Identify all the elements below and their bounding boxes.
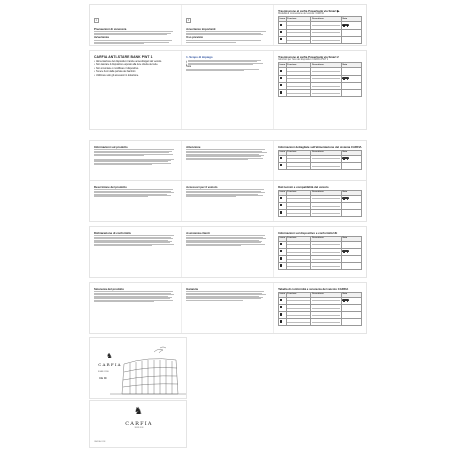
section-heading-2: Uso previsto xyxy=(186,35,204,40)
manual-sheet-6 xyxy=(89,282,367,334)
transmission-heading: Trasmissione al carfia Powerbank via Smart ▶ xyxy=(278,8,340,13)
light-icon xyxy=(280,38,282,40)
brand-logo-deer: ♞ xyxy=(106,352,114,360)
usb-icon xyxy=(280,77,282,79)
page-11 xyxy=(182,227,274,277)
page-15 xyxy=(274,283,366,333)
transmission-heading-2: Trasmissione al carfia Powerbank via Smart 2 xyxy=(278,54,339,59)
transmission-sub-2: Istruzioni per l'uso del dispositivo CARFIA PWT 1 xyxy=(278,59,329,62)
usb-icon xyxy=(280,250,282,252)
power-icon xyxy=(280,157,282,159)
page-7 xyxy=(90,181,182,221)
note-label: Nota xyxy=(186,65,192,68)
power-icon xyxy=(280,243,282,245)
instruction-bullet: • Non smontare o modificare il dispositivo. xyxy=(94,67,177,70)
page-2b xyxy=(182,51,274,129)
brand-name: CARFIA xyxy=(98,362,122,367)
car-icon xyxy=(342,197,349,199)
instruction-bullet: • Utilizzare solo gli accessori in dotazione. xyxy=(94,74,177,77)
car-icon xyxy=(342,77,349,79)
power-icon xyxy=(280,197,282,199)
power-icon xyxy=(280,70,282,72)
manual-sheet-2 xyxy=(89,50,367,130)
instruction-bullet: • Non lasciare il dispositivo esposto alla luce diretta del sole. xyxy=(94,63,177,66)
feature-table: Icona Funzione Descrizione Nota xyxy=(278,16,362,44)
page-13 xyxy=(90,283,182,333)
light-icon xyxy=(280,257,282,259)
ce-marks: CE ⊠ xyxy=(99,376,107,380)
safety-heading: Sicurezza del prodotto xyxy=(94,286,124,291)
page-3b xyxy=(274,51,366,129)
warning-heading: Precauzioni di sicurezza xyxy=(94,26,127,31)
cover-art-panel xyxy=(89,337,187,399)
brand-name: CARFIA xyxy=(125,421,153,427)
scope-bullet xyxy=(186,63,269,64)
page-8 xyxy=(182,181,274,221)
page-10 xyxy=(90,227,182,277)
page-1 xyxy=(90,5,182,45)
tech-table: Icona Funzione Descrizione Nota xyxy=(278,190,362,218)
usb-icon xyxy=(280,204,282,206)
since-label: SINCE 2016 xyxy=(134,428,144,429)
scope-bullet xyxy=(186,64,269,65)
page-number: 1 xyxy=(95,19,97,22)
website-label: CARFIA.COM xyxy=(94,441,106,443)
manual-sheet-5 xyxy=(89,226,367,278)
support-heading: Assistenza clienti xyxy=(186,230,210,235)
scope-bullet xyxy=(186,61,269,62)
eu-info-heading: Informazioni sul dispositivo e conformità UE xyxy=(278,230,338,235)
usb-icon xyxy=(280,164,282,166)
accessories-heading: Accessori per il veicolo xyxy=(186,184,218,189)
mode-icon xyxy=(280,320,282,322)
page-12 xyxy=(274,227,366,277)
page-number: 2 xyxy=(187,19,190,22)
car-icon xyxy=(342,250,349,252)
tech-data-heading: Dati tecnici e compatibilità del veicolo xyxy=(278,184,329,189)
page-3 xyxy=(274,5,366,45)
car-icon xyxy=(342,299,349,301)
attention-heading: Attenzione xyxy=(186,144,201,149)
manual-sheet-1 xyxy=(89,4,367,46)
power-details-heading: Informazioni dettagliate sull'alimentazione del sistema CARFIA xyxy=(278,144,362,149)
light-icon xyxy=(280,313,282,315)
product-info-heading: Informazioni sul prodotto xyxy=(94,144,128,149)
conformity-table-heading: Tabella di conformità e sicurezza del veicolo CARFIA xyxy=(278,286,349,291)
warning-heading-2: Avvertenza xyxy=(94,35,109,40)
conformity-heading: Dichiarazione di conformità xyxy=(94,230,131,235)
product-description-heading: Descrizione del prodotto xyxy=(94,184,127,189)
instruction-bullet: • Tenere fuori dalla portata dei bambini. xyxy=(94,70,177,73)
light-icon xyxy=(280,211,282,213)
instruction-bullet: • Alimentazione del dispositivo tramite accendisigari del veicolo. xyxy=(94,60,177,63)
power-table: Icona Funzione Descrizione Nota xyxy=(278,150,362,170)
page-2 xyxy=(182,5,274,45)
light-icon xyxy=(280,84,282,86)
page-14 xyxy=(182,283,274,333)
car-icon xyxy=(342,24,349,26)
usb-icon xyxy=(280,306,282,308)
conformity-table: Icona Funzione Descrizione Nota xyxy=(278,292,362,327)
warranty-heading: Garanzia xyxy=(186,286,198,291)
mode-icon xyxy=(280,91,282,93)
colosseum-illustration xyxy=(90,338,188,400)
back-cover-panel xyxy=(89,400,187,448)
scan-code-label: SCAN CODE xyxy=(98,371,109,373)
brand-logo-deer: ♞ xyxy=(133,406,145,417)
mode-icon xyxy=(280,264,282,266)
manual-title: CARFIA ANTI-STARE BANK PWT 1 xyxy=(94,54,153,59)
page-9 xyxy=(274,181,366,221)
page-1b xyxy=(90,51,182,129)
feature-table-2: Icona Funzione Descrizione Nota xyxy=(278,62,362,97)
section-heading: Avvertenze importanti xyxy=(186,26,216,31)
power-icon xyxy=(280,299,282,301)
scope-bullet xyxy=(186,60,269,61)
manual-sheet-4 xyxy=(89,180,367,222)
car-icon xyxy=(342,157,349,159)
power-icon xyxy=(280,24,282,26)
scope-heading: 1. Scopo di impiego xyxy=(186,54,213,59)
transmission-sub: Modalità di connessione del veicolo: CARFIA xyxy=(278,13,324,16)
eu-table: Icona Funzione Descrizione Nota xyxy=(278,236,362,271)
usb-icon xyxy=(280,31,282,33)
